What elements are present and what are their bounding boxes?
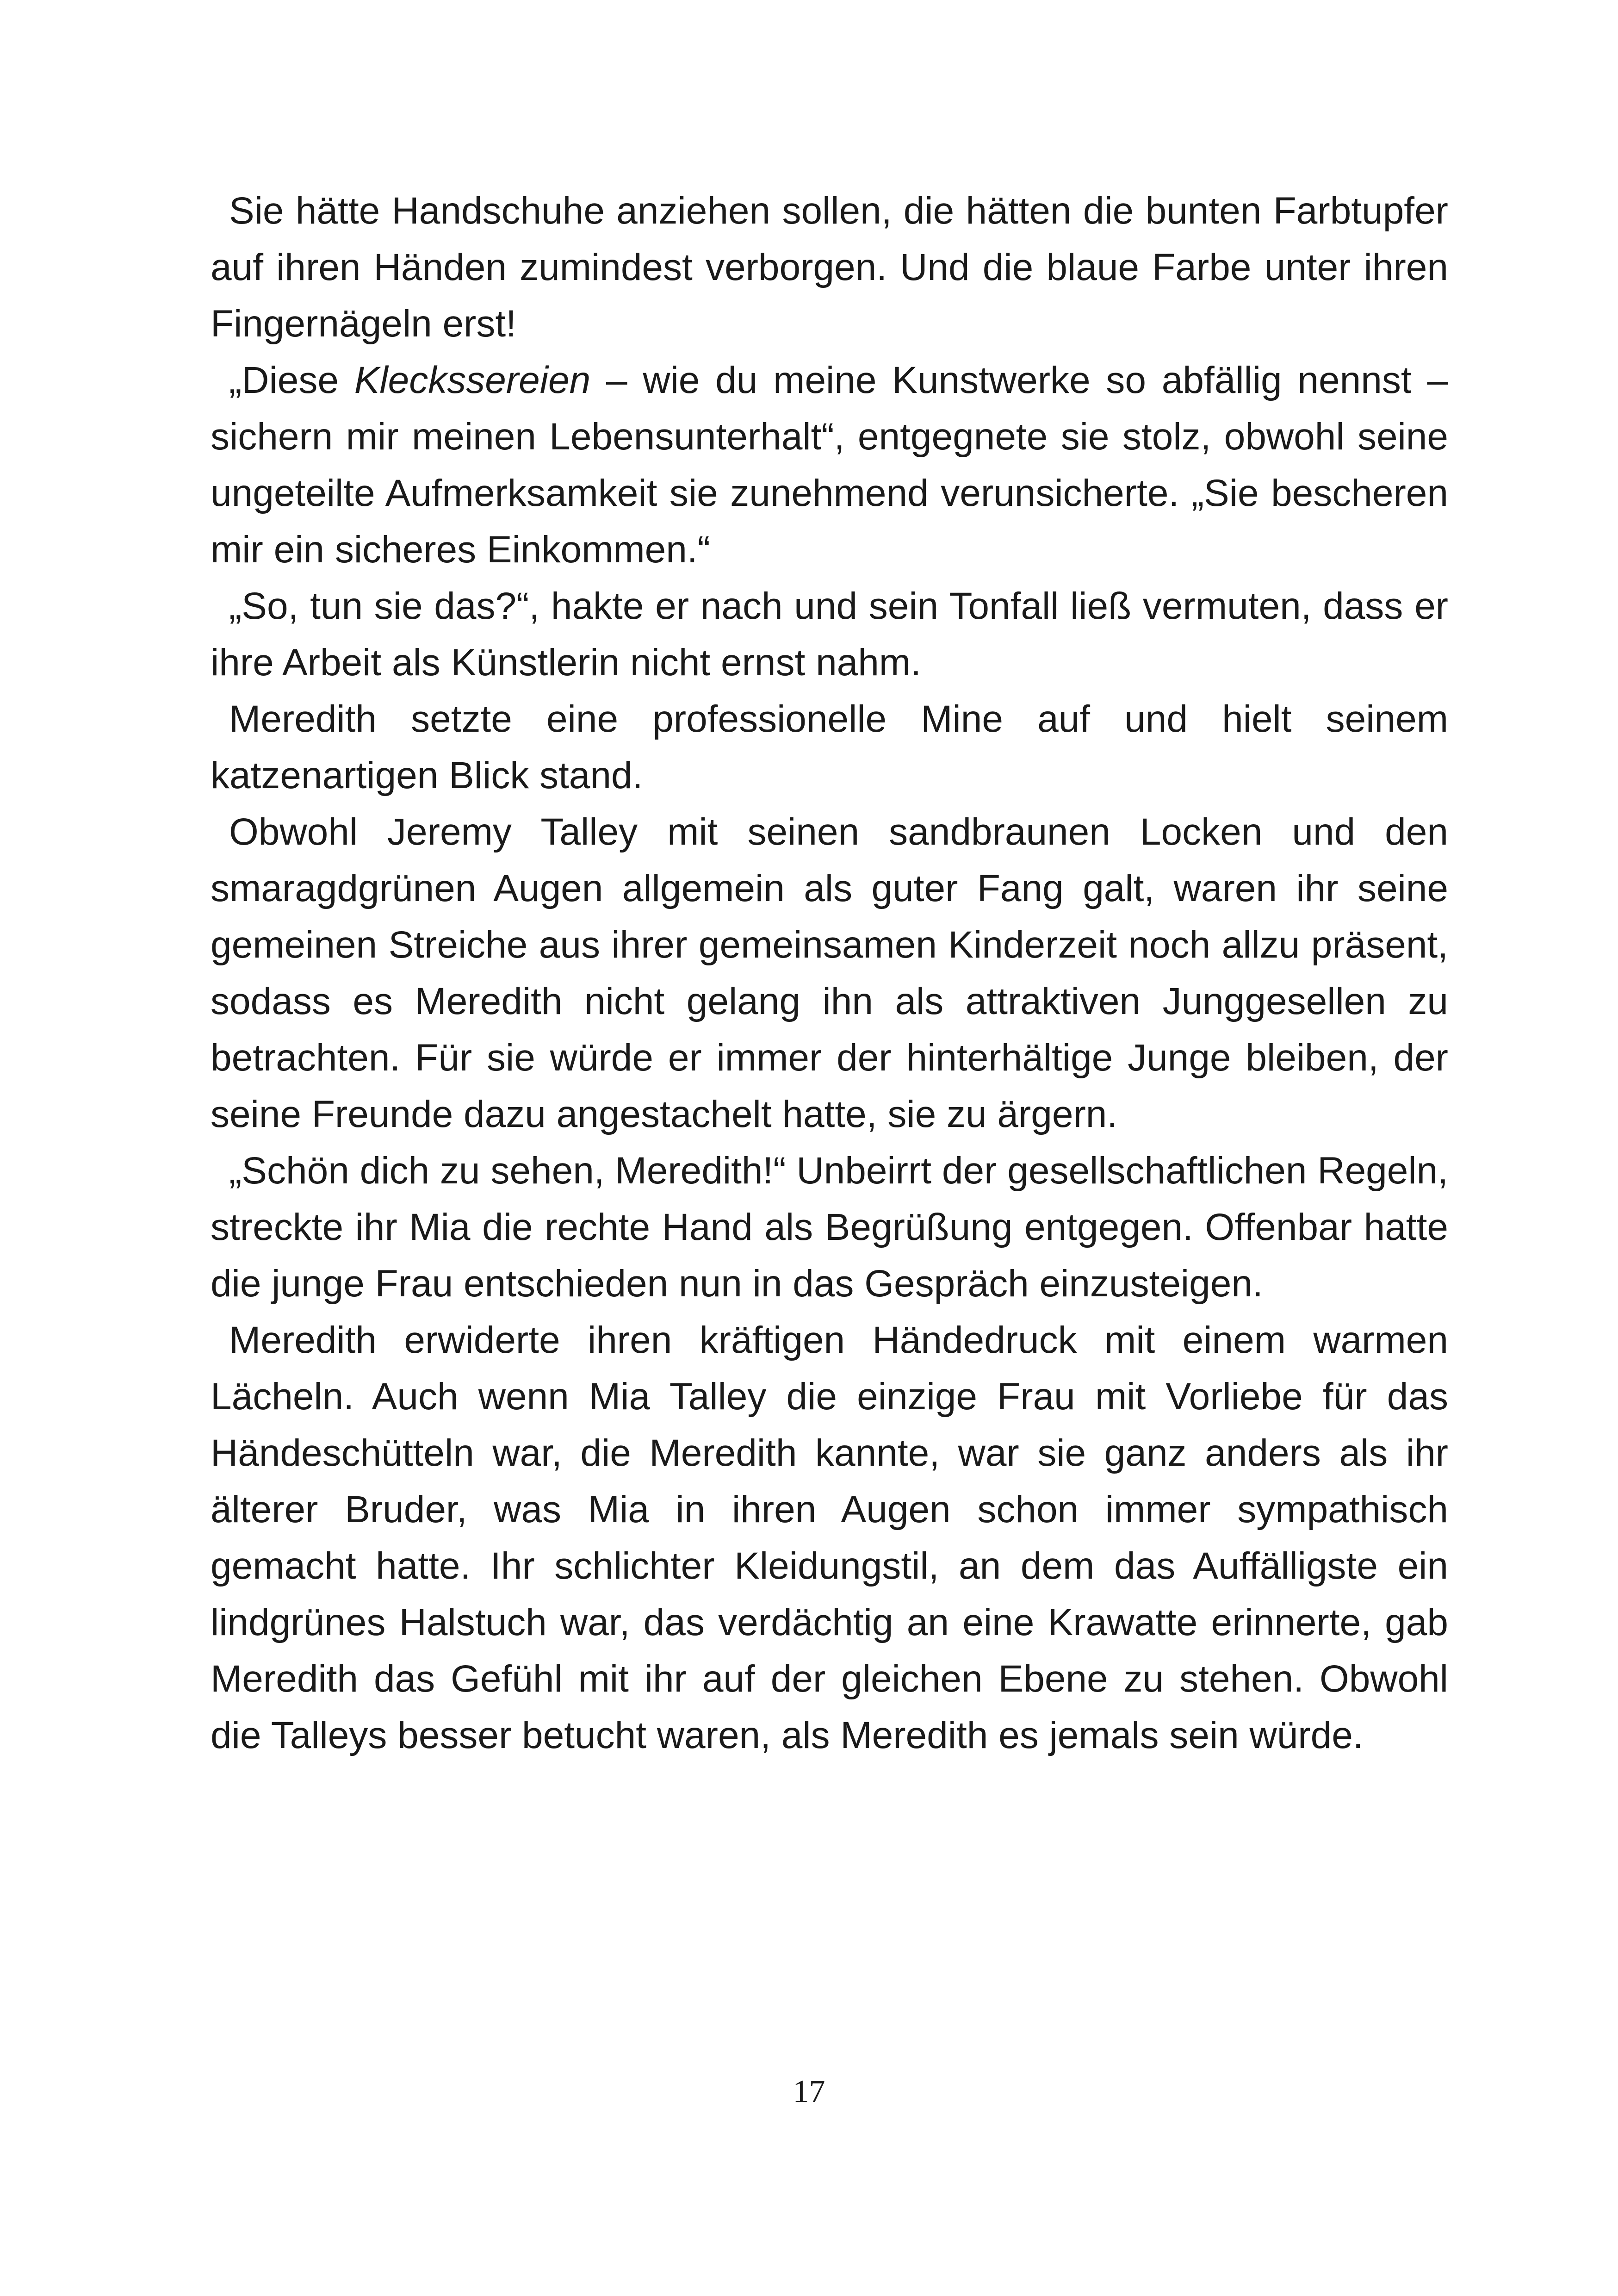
paragraph-5 xyxy=(211,804,1448,1143)
paragraph-2-text-end: – wie du meine Kunstwerke so abfällig nennst – sichern mir meinen Lebensunterhalt“, entgegnete sie stolz, obwohl seine ungeteilte Aufmerksamkeit sie zunehmend verunsicherte. „Sie bescheren mir ein sicheres Einkommen.“ xyxy=(211,359,1449,571)
paragraph-3 xyxy=(211,578,1448,691)
paragraph-1-text: Sie hätte Handschuhe anziehen sollen, die hätten die bunten Farbtupfer auf ihren Händen zumindest verborgen. Und die blaue Farbe unter ihren Fingernägeln erst! xyxy=(211,190,1448,345)
body-text xyxy=(211,183,1448,1764)
page-number: 17 xyxy=(793,2074,825,2109)
paragraph-6-text: „Schön dich zu sehen, Meredith!“ Unbeirrt der gesellschaftlichen Regeln, streckte ihr Mia die rechte Hand als Begrüßung entgegen. Offenbar hatte die junge Frau entschieden nun in das Gespräch einzusteigen. xyxy=(211,1150,1448,1305)
paragraph-4 xyxy=(211,691,1448,804)
paragraph-7 xyxy=(211,1312,1448,1764)
paragraph-5-text: Obwohl Jeremy Talley mit seinen sandbraunen Locken und den smaragdgrünen Augen allgemein als guter Fang galt, waren ihr seine gemeinen Streiche aus ihrer gemeinsamen Kinderzeit noch allzu präsent, sodass es Meredith nicht gelang ihn als attraktiven Junggesellen zu betrachten. Für sie würde er immer der hinterhältige Junge bleiben, der seine Freunde dazu angestachelt hatte, sie zu ärgern. xyxy=(211,811,1448,1135)
paragraph-2-italic-word: Kleckssereien xyxy=(354,359,591,401)
paragraph-2 xyxy=(211,352,1448,578)
paragraph-1 xyxy=(211,183,1448,352)
paragraph-3-text: „So, tun sie das?“, hakte er nach und sein Tonfall ließ vermuten, dass er ihre Arbeit als Künstlerin nicht ernst nahm. xyxy=(211,585,1448,684)
paragraph-4-text: Meredith setzte eine professionelle Mine auf und hielt seinem katzenartigen Blick stand. xyxy=(211,698,1448,796)
paragraph-6 xyxy=(211,1143,1448,1312)
paragraph-7-text: Meredith erwiderte ihren kräftigen Händedruck mit einem warmen Lächeln. Auch wenn Mia Talley die einzige Frau mit Vorliebe für das Händeschütteln war, die Meredith kannte, war sie ganz anders als ihr älterer Bruder, was Mia in ihren Augen schon immer sympathisch gemacht hatte. Ihr schlichter Kleidungstil, an dem das Auffälligste ein lindgrünes Halstuch war, das verdächtig an eine Krawatte erinnerte, gab Meredith das Gefühl mit ihr auf der gleichen Ebene zu stehen. Obwohl die Talleys besser betucht waren, als Meredith es jemals sein würde. xyxy=(211,1319,1448,1756)
paragraph-2-text-start: „Diese xyxy=(229,359,354,401)
